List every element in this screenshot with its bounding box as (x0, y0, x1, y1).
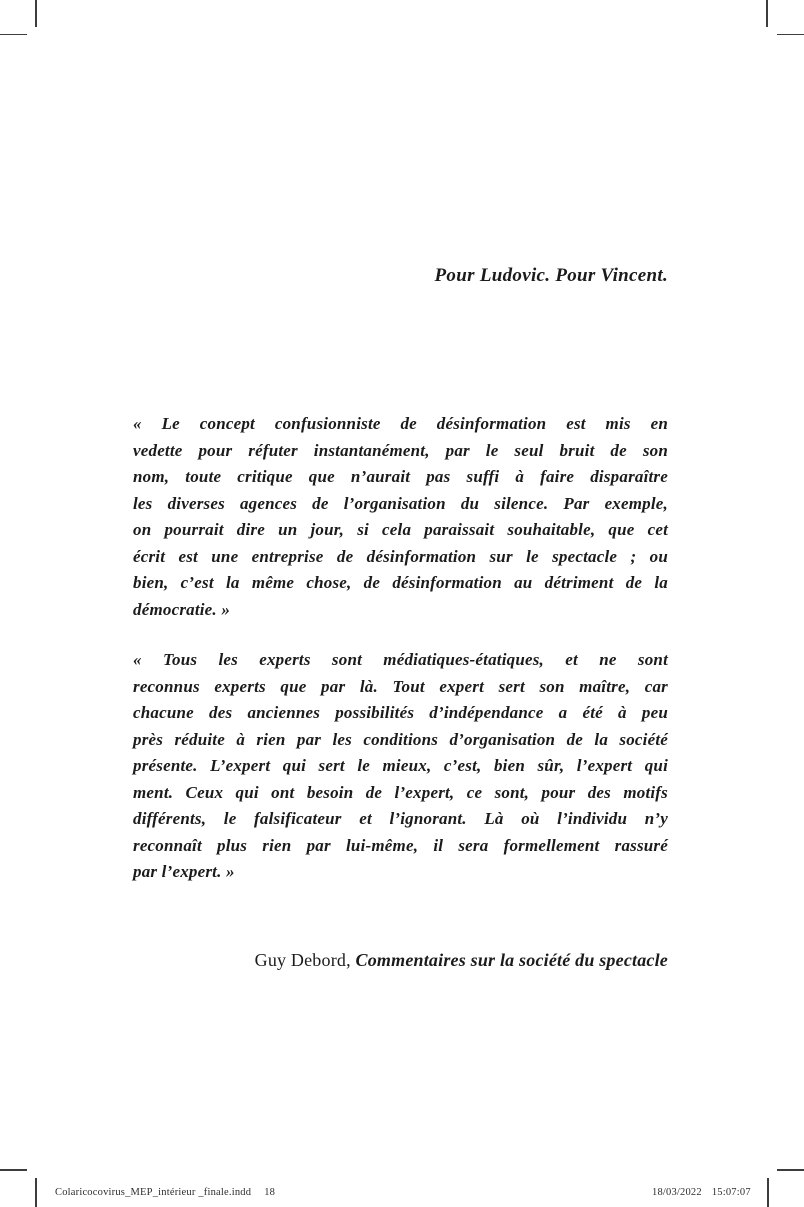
footer-slug-right (652, 1187, 751, 1198)
attribution-work-title: Commentaires sur la société du spectacle (355, 950, 668, 970)
quote-line: par l’expert. » (133, 862, 235, 881)
crop-mark-top-left-vertical (35, 0, 37, 27)
quote-line: reconnaît plus rien par lui-même, il sera formellement rassuré (133, 835, 668, 855)
footer-date: 18/03/2022 (652, 1187, 702, 1198)
quote-line: « Le concept confusionniste de désinformation est mis en (133, 414, 668, 433)
quote-line: bien, c’est la même chose, de désinformation au détriment de la (133, 573, 668, 592)
quote-line: reconnus experts que par là. Tout expert sert son maître, car (133, 676, 668, 696)
crop-mark-bottom-right-horizontal (777, 1169, 804, 1171)
quote-line: nom, toute critique que n’aurait pas suffi à faire disparaître (133, 467, 668, 486)
quote-line: « Tous les experts sont médiatiques-étatiques, et ne sont (133, 650, 668, 669)
quote-line: écrit est une entreprise de désinformation sur le spectacle ; ou (133, 546, 668, 566)
crop-mark-top-left-horizontal (0, 34, 27, 36)
attribution-author: Guy Debord, (254, 950, 356, 970)
footer-slug-left (55, 1187, 275, 1198)
quote-line: chacune des anciennes possibilités d’indépendance a été à peu (133, 703, 668, 722)
crop-mark-bottom-right-vertical (767, 1178, 769, 1207)
quote-line: démocratie. » (133, 599, 231, 619)
quote-line: vedette pour réfuter instantanément, par le seul bruit de son (133, 440, 668, 460)
quote-experts (133, 647, 668, 886)
attribution (133, 950, 668, 971)
quote-line: ment. Ceux qui ont besoin de l’expert, ce sont, pour des motifs (133, 782, 668, 802)
quote-desinformation (133, 411, 668, 623)
dedication: Pour Ludovic. Pour Vincent. (434, 265, 668, 286)
quote-line: différents, le falsificateur et l’ignorant. Là où l’individu n’y (133, 809, 668, 828)
footer-filename: Colaricocovirus_MEP_intérieur _finale.indd (55, 1187, 252, 1198)
quote-line: près réduite à rien par les conditions d’organisation de la société (133, 729, 668, 749)
footer-page-number: 18 (264, 1187, 276, 1198)
quote-line: on pourrait dire un jour, si cela paraissait souhaitable, que cet (133, 520, 668, 539)
quote-line: présente. L’expert qui sert le mieux, c’est, bien sûr, l’expert qui (133, 756, 668, 775)
crop-mark-top-right-vertical (766, 0, 768, 27)
footer-time: 15:07:07 (711, 1187, 751, 1198)
crop-mark-top-right-horizontal (777, 34, 804, 36)
crop-mark-bottom-left-horizontal (0, 1169, 27, 1171)
quote-line: les diverses agences de l’organisation du silence. Par exemple, (133, 493, 668, 513)
crop-mark-bottom-left-vertical (35, 1178, 37, 1207)
